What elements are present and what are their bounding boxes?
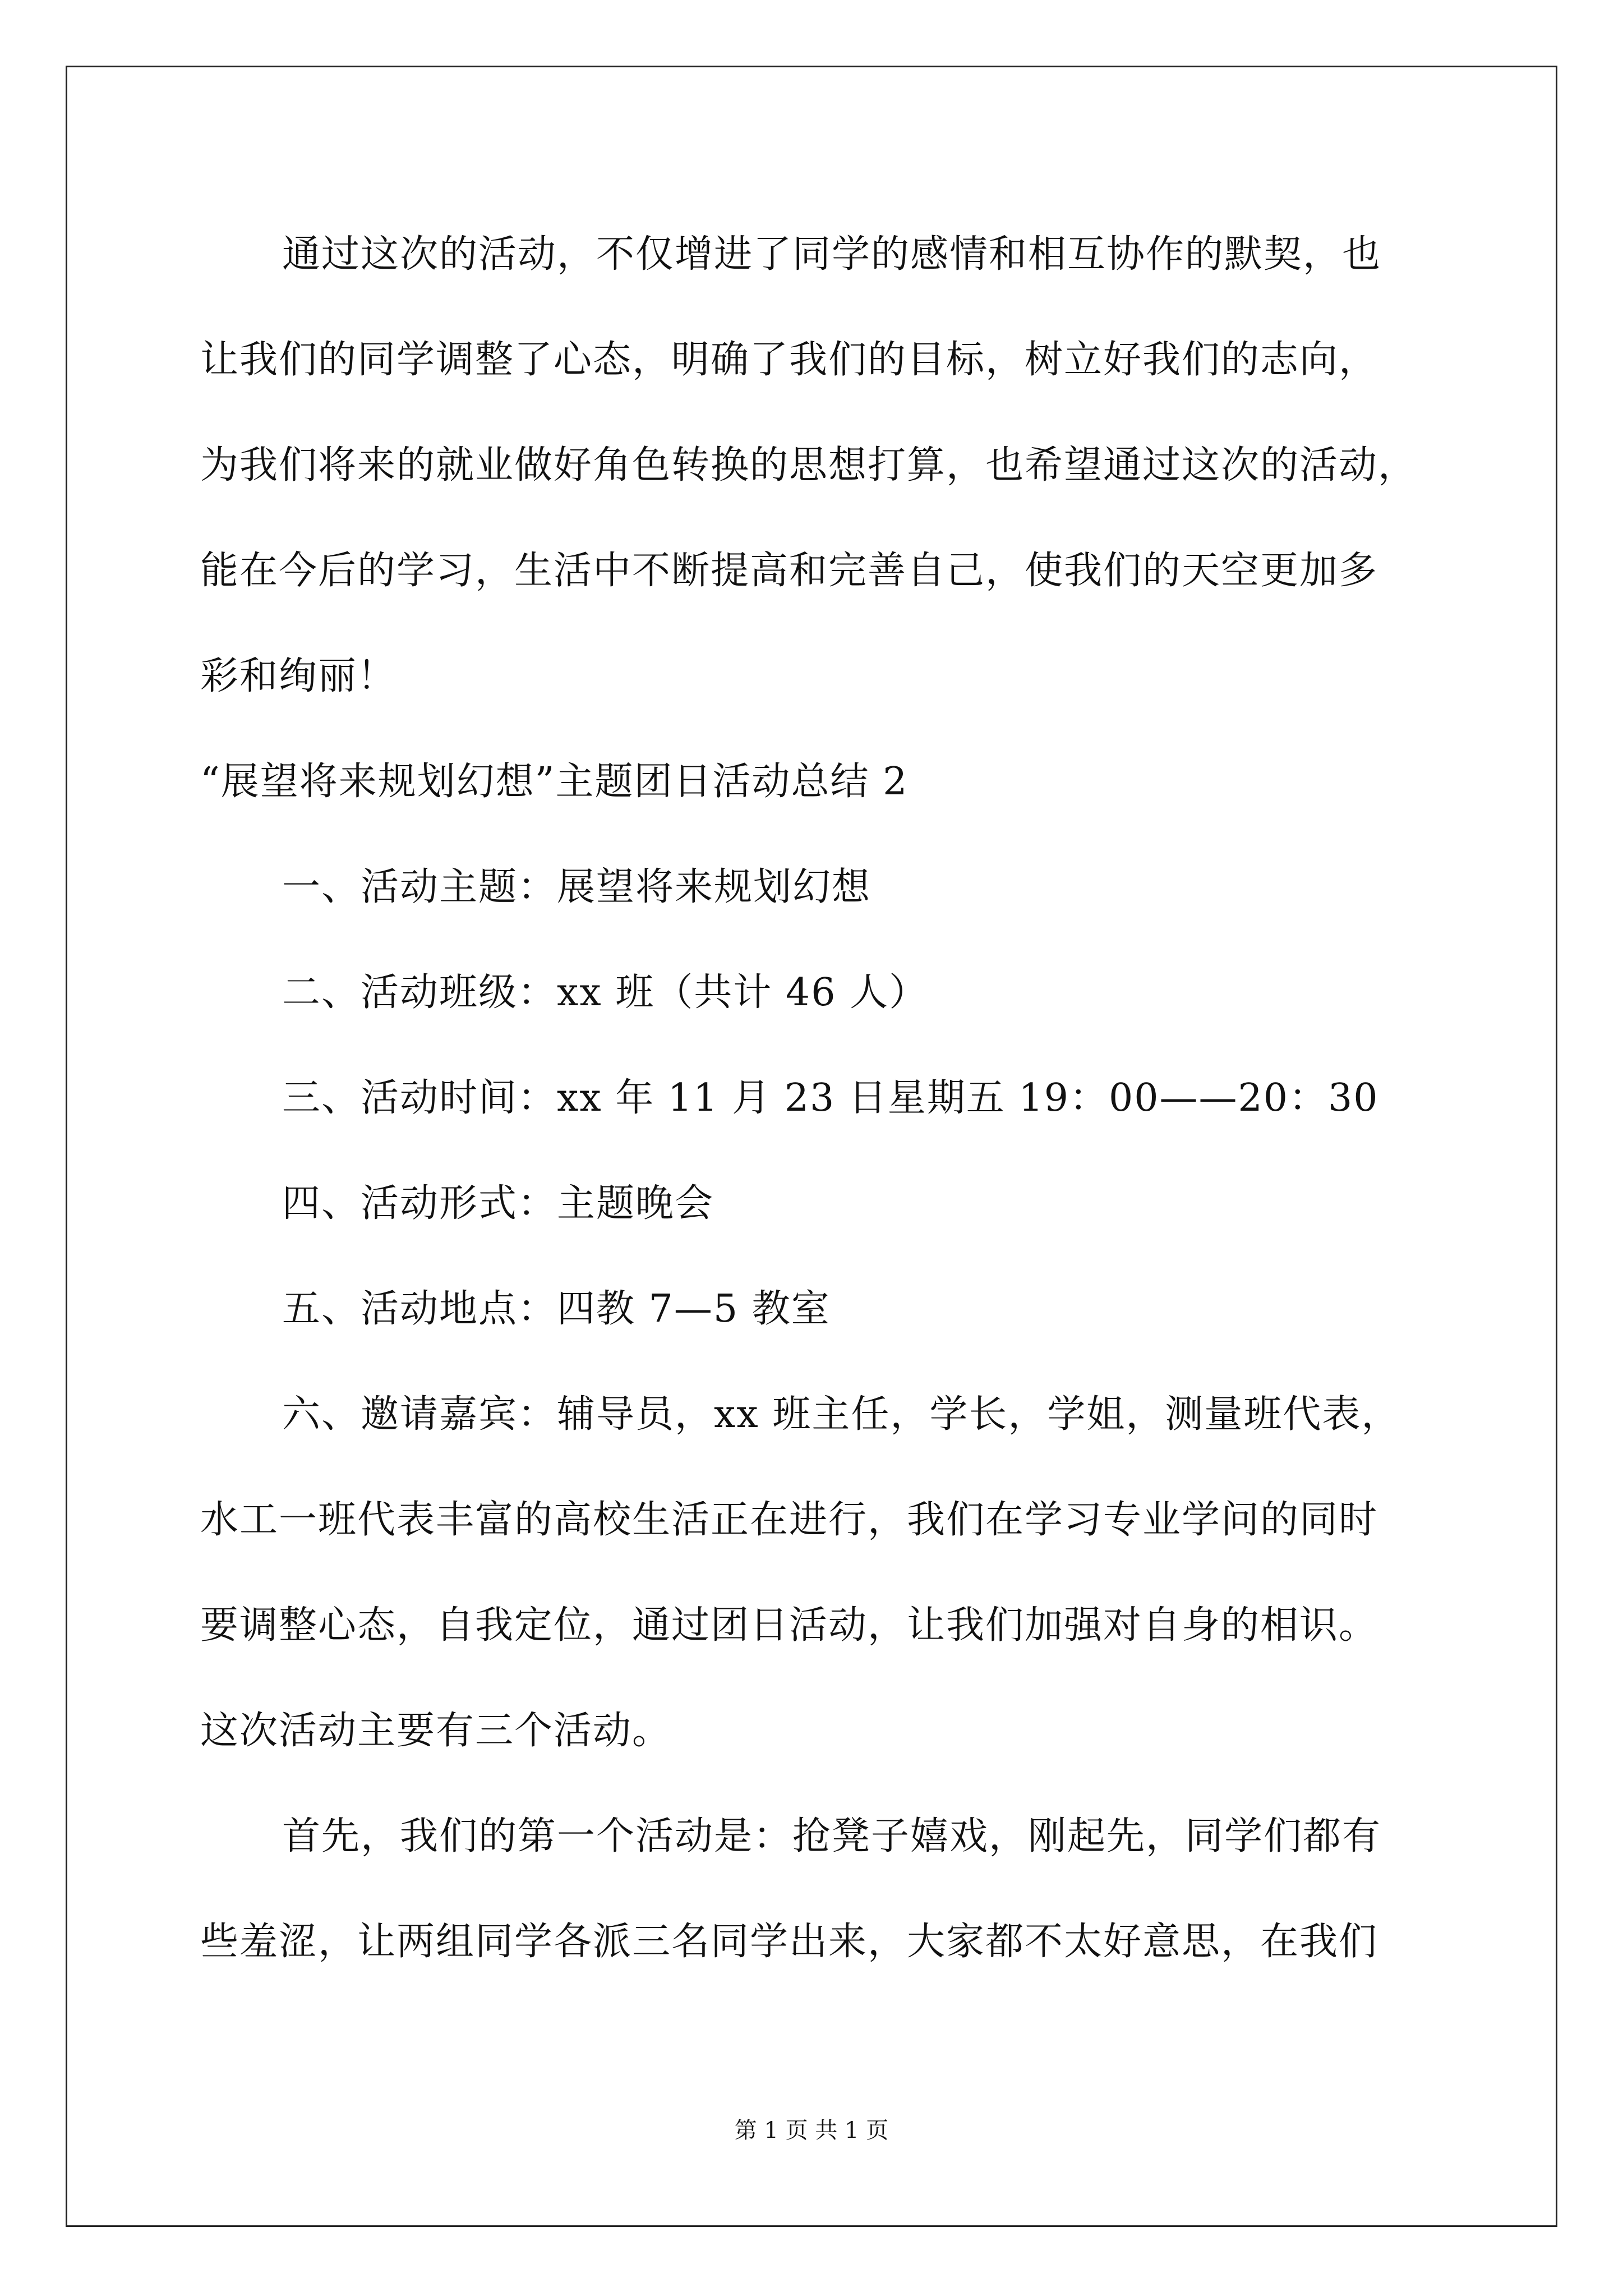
page-footer: 第 1 页 共 1 页 bbox=[734, 2118, 889, 2143]
paragraph-1-line-4: 能在今后的学习，生活中不断提高和完善自己，使我们的天空更加多 bbox=[200, 549, 1378, 593]
item-form: 四、活动形式：主题晚会 bbox=[282, 1181, 714, 1226]
paragraph-1-line-3: 为我们将来的就业做好角色转换的思想打算，也希望通过这次的活动， bbox=[200, 443, 1418, 487]
document-body bbox=[200, 202, 1468, 1995]
section-title: “展望将来规划幻想”主题团日活动总结 2 bbox=[200, 760, 909, 804]
item-time: 三、活动时间：xx 年 11 月 23 日星期五 19：00——20：30 bbox=[282, 1076, 1379, 1120]
item-guests-line-1: 六、邀请嘉宾：辅导员，xx 班主任，学长，学姐，测量班代表， bbox=[282, 1392, 1401, 1437]
item-theme: 一、活动主题：展望将来规划幻想 bbox=[282, 865, 872, 909]
item-class: 二、活动班级：xx 班（共计 46 人） bbox=[282, 970, 929, 1015]
paragraph-1-line-5: 彩和绚丽！ bbox=[200, 654, 397, 698]
item-guests-line-2: 水工一班代表丰富的高校生活正在进行，我们在学习专业学问的同时 bbox=[200, 1498, 1378, 1542]
paragraph-first-activity-line-2: 些羞涩，让两组同学各派三名同学出来，大家都不太好意思，在我们 bbox=[200, 1920, 1378, 1964]
paragraph-1-line-2: 让我们的同学调整了心态，明确了我们的目标，树立好我们的志向， bbox=[200, 338, 1378, 382]
paragraph-first-activity-line-1: 首先，我们的第一个活动是：抢凳子嬉戏，刚起先，同学们都有 bbox=[282, 1814, 1382, 1858]
paragraph-1-line-1: 通过这次的活动，不仅增进了同学的感情和相互协作的默契，也 bbox=[282, 232, 1382, 277]
item-location: 五、活动地点：四教 7—5 教室 bbox=[282, 1287, 831, 1331]
item-guests-line-4: 这次活动主要有三个活动。 bbox=[200, 1709, 672, 1753]
item-guests-line-3: 要调整心态，自我定位，通过团日活动，让我们加强对自身的相识。 bbox=[200, 1603, 1378, 1648]
